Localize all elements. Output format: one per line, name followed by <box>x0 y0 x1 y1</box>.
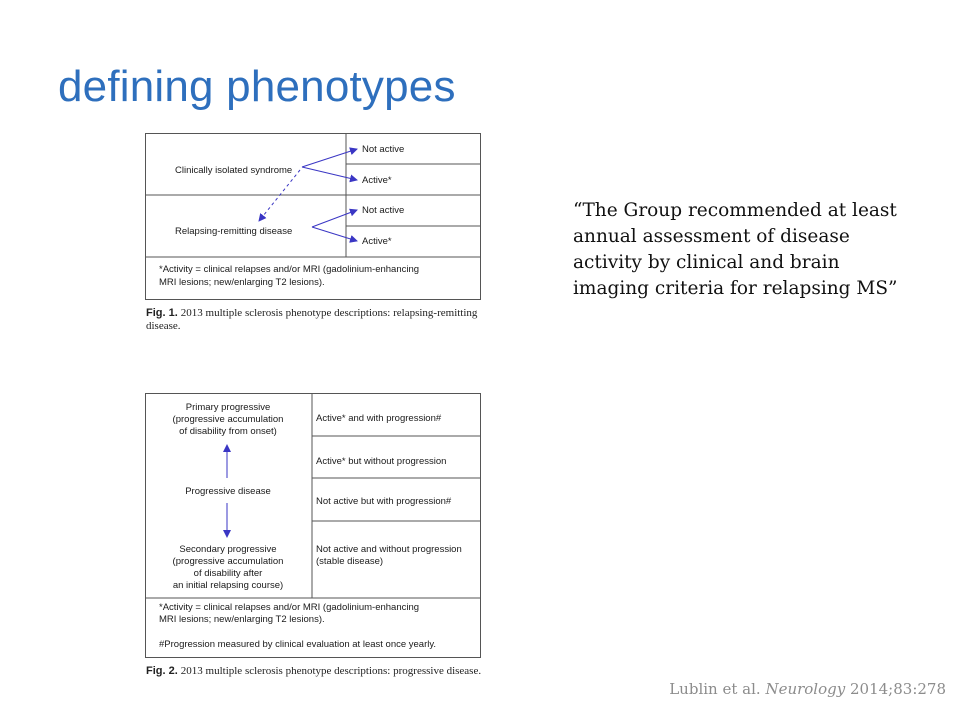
footnote-line: *Activity = clinical relapses and/or MRI (gadolinium-enhancing <box>159 602 420 613</box>
citation <box>669 680 946 698</box>
cis-label: Clinically isolated syndrome <box>175 165 293 176</box>
figure-1-diagram <box>145 133 481 301</box>
secondary-progressive-label: Secondary progressive <box>179 544 277 555</box>
figure-1 <box>145 133 483 333</box>
phenotype-outcome-label: (stable disease) <box>316 556 384 567</box>
citation-authors: Lublin et al. <box>669 680 761 698</box>
figure-1-caption <box>146 307 483 333</box>
quote-text: “The Group recommended at least annual assessment of disease activity by clinical and brain imaging criteria for relapsing MS” <box>573 200 898 299</box>
figure-2 <box>145 393 483 678</box>
phenotype-outcome-label: Active* and with progression# <box>316 413 442 424</box>
secondary-progressive-label: of disability after <box>193 568 263 579</box>
progressive-disease-label: Progressive disease <box>185 486 271 497</box>
outcome-label: Active* <box>362 175 392 186</box>
primary-progressive-label: Primary progressive <box>185 402 271 413</box>
footnote-line: #Progression measured by clinical evaluation at least once yearly. <box>159 639 437 650</box>
footnote-line: *Activity = clinical relapses and/or MRI (gadolinium-enhancing <box>159 264 420 275</box>
secondary-progressive-label: an initial relapsing course) <box>172 580 284 591</box>
figure-label: Fig. 1. <box>146 307 178 319</box>
slide-title: defining phenotypes <box>58 62 456 111</box>
primary-progressive-label: of disability from onset) <box>179 426 277 437</box>
rrms-label: Relapsing-remitting disease <box>175 226 293 237</box>
figure-2-diagram <box>145 393 481 659</box>
figure-label: Fig. 2. <box>146 665 178 677</box>
primary-progressive-label: (progressive accumulation <box>172 414 284 425</box>
outcome-label: Not active <box>362 144 405 155</box>
citation-journal: Neurology <box>765 680 846 698</box>
secondary-progressive-label: (progressive accumulation <box>172 556 284 567</box>
footnote-line: MRI lesions; new/enlarging T2 lesions). <box>159 614 325 625</box>
caption-text: 2013 multiple sclerosis phenotype descriptions: relapsing-remitting disease. <box>146 307 478 332</box>
caption-text: 2013 multiple sclerosis phenotype descriptions: progressive disease. <box>180 665 482 677</box>
outcome-label: Active* <box>362 236 392 247</box>
phenotype-outcome-label: Active* but without progression <box>316 456 447 467</box>
phenotype-outcome-label: Not active and without progression <box>316 544 462 555</box>
footnote-line: MRI lesions; new/enlarging T2 lesions). <box>159 277 325 288</box>
outcome-label: Not active <box>362 205 405 216</box>
figure-2-caption <box>146 665 483 678</box>
citation-details: 2014;83:278 <box>850 680 946 698</box>
phenotype-outcome-label: Not active but with progression# <box>316 496 452 507</box>
